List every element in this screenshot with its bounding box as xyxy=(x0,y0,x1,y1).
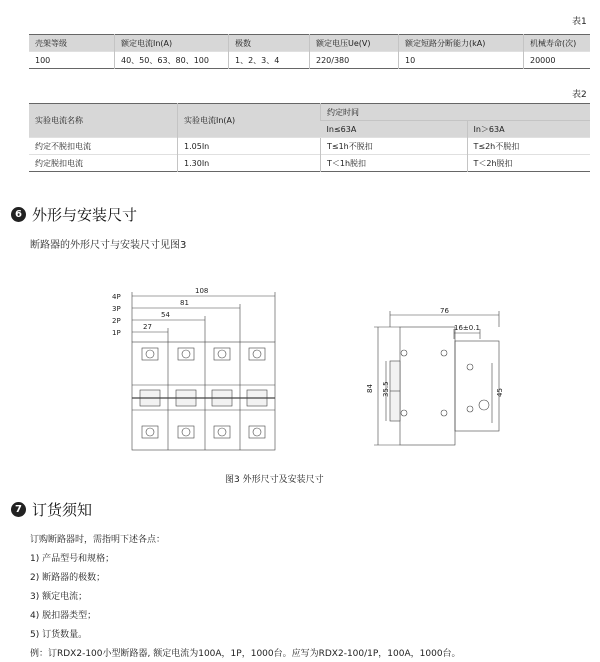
table2-cell: T＜1h脱扣 xyxy=(321,155,468,172)
width-dimension-4p: 108 xyxy=(195,287,209,295)
table2-cell: T＜2h脱扣 xyxy=(467,155,590,172)
side-depth-dimension: 76 xyxy=(440,307,449,315)
table1 xyxy=(29,34,590,69)
section7-number-icon: 7 xyxy=(11,502,26,517)
section6-number-icon: 6 xyxy=(11,207,26,222)
pole-label-2p: 2P xyxy=(112,317,121,325)
table1-label: 表1 xyxy=(572,17,587,27)
section7-intro: 订购断路器时，需指明下述各点： xyxy=(30,535,166,545)
table1-cell: 100 xyxy=(29,52,115,69)
section6-heading xyxy=(11,204,137,225)
section7-heading xyxy=(11,499,92,520)
table2-cell: 1.30In xyxy=(178,155,321,172)
table2-cell: T≤2h不脱扣 xyxy=(467,138,590,155)
table1-row xyxy=(29,52,590,69)
table2-header-current: 实验电流In(A) xyxy=(178,104,321,138)
width-dimension-3p: 81 xyxy=(180,299,189,307)
list-item: 5) 订货数量。 xyxy=(30,630,88,640)
table1-header-cell: 额定电流In(A) xyxy=(115,35,229,52)
pole-label-1p: 1P xyxy=(112,329,121,337)
table1-header-cell: 额定短路分断能力(kA) xyxy=(399,35,524,52)
list-item: 1) 产品型号和规格； xyxy=(30,554,115,564)
table1-header-cell: 机械寿命(次) xyxy=(524,35,591,52)
list-item: 3) 额定电流； xyxy=(30,592,88,602)
table1-header-cell: 极数 xyxy=(229,35,310,52)
list-item: 2) 断路器的极数； xyxy=(30,573,106,583)
table2-header-row xyxy=(29,104,590,121)
table2-label: 表2 xyxy=(572,90,587,100)
table2-cell: 约定脱扣电流 xyxy=(29,155,178,172)
table2-row xyxy=(29,138,590,155)
table1-cell: 1、2、3、4 xyxy=(229,52,310,69)
width-dimension-2p: 54 xyxy=(161,311,170,319)
table1-cell: 220/380 xyxy=(310,52,399,69)
table2-header-name: 实验电流名称 xyxy=(29,104,178,138)
side-right-height-dimension: 45 xyxy=(496,388,504,397)
table2 xyxy=(29,103,590,172)
table2-subheader-high: In＞63A xyxy=(467,121,590,138)
pole-label-3p: 3P xyxy=(112,305,121,313)
figure-caption: 图3 外形尺寸及安装尺寸 xyxy=(225,475,324,485)
table2-subheader-low: In≤63A xyxy=(321,121,468,138)
breaker-front-view-drawing xyxy=(110,282,285,452)
table1-cell: 20000 xyxy=(524,52,591,69)
side-height-dimension: 84 xyxy=(366,384,374,393)
order-example: 例：订RDX2-100小型断路器, 额定电流为100A，1P，1000台。应写为RDX2-100/1P，100A，1000台。 xyxy=(30,649,461,659)
table2-cell: 1.05In xyxy=(178,138,321,155)
section7-title: 订货须知 xyxy=(32,501,93,519)
table2-cell: T≤1h不脱扣 xyxy=(321,138,468,155)
table1-header-row xyxy=(29,35,590,52)
table2-cell: 约定不脱扣电流 xyxy=(29,138,178,155)
list-item: 4) 脱扣器类型； xyxy=(30,611,97,621)
section6-intro: 断路器的外形尺寸与安装尺寸见图3 xyxy=(30,240,187,251)
table2-row xyxy=(29,155,590,172)
section6-title: 外形与安装尺寸 xyxy=(32,206,138,224)
breaker-side-view-drawing xyxy=(362,305,507,455)
table1-cell: 10 xyxy=(399,52,524,69)
side-mid-height-dimension: 35.5 xyxy=(382,381,390,397)
width-dimension-1p: 27 xyxy=(143,323,152,331)
table1-header-cell: 壳架等级 xyxy=(29,35,115,52)
table1-cell: 40、50、63、80、100 xyxy=(115,52,229,69)
table2-header-time: 约定时间 xyxy=(321,104,591,121)
table1-header-cell: 额定电压Ue(V) xyxy=(310,35,399,52)
side-rail-offset-dimension: 16±0.1 xyxy=(454,324,480,332)
pole-label-4p: 4P xyxy=(112,293,121,301)
